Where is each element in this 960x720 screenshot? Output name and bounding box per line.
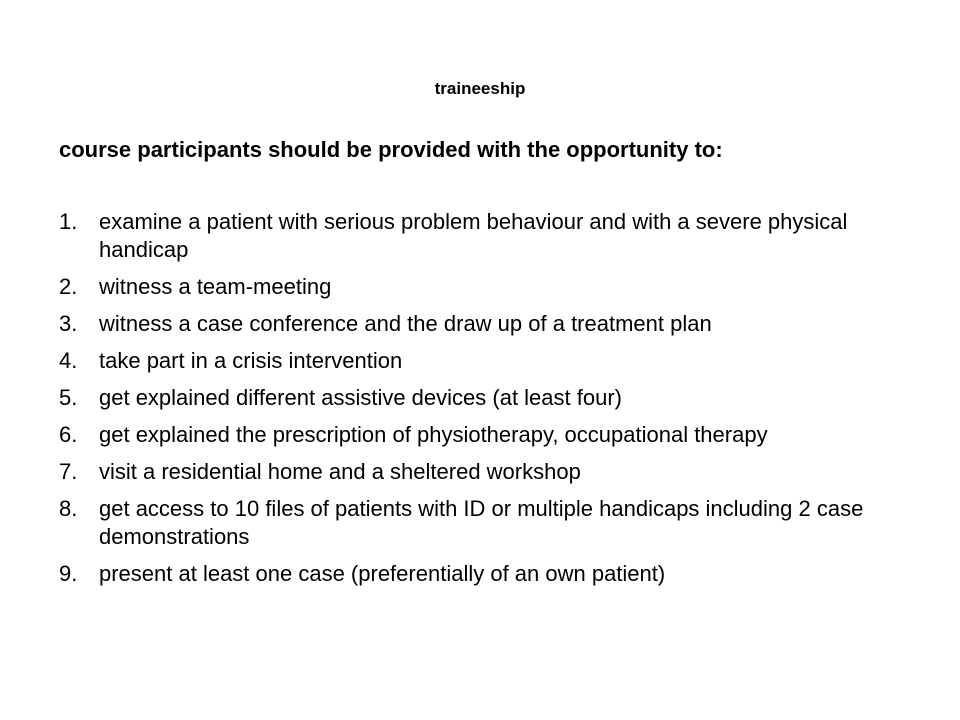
list-item-text: get explained different assistive devices (at least four)	[99, 385, 622, 410]
list-item	[59, 458, 919, 486]
slide-heading: course participants should be provided with the opportunity to:	[59, 137, 723, 162]
list-item-text: examine a patient with serious problem behaviour and with a severe physical handicap	[99, 209, 848, 262]
list-item	[59, 310, 919, 338]
list-item-number: 7.	[59, 459, 78, 484]
list-item-text: visit a residential home and a sheltered workshop	[99, 459, 581, 484]
list-item	[59, 495, 919, 551]
list-item-text: witness a team-meeting	[99, 274, 332, 299]
list-item-number: 8.	[59, 496, 78, 521]
list-item-number: 9.	[59, 561, 78, 586]
list-item-text: witness a case conference and the draw up of a treatment plan	[99, 311, 712, 336]
list-item	[59, 208, 919, 264]
list-item-text: present at least one case (preferentially of an own patient)	[99, 561, 666, 586]
list-item-number: 1.	[59, 209, 78, 234]
list-item	[59, 384, 919, 412]
list-item	[59, 560, 919, 588]
list-item	[59, 273, 919, 301]
list-item-text: get access to 10 files of patients with ID or multiple handicaps including 2 case demonstrations	[99, 496, 864, 549]
list-item	[59, 421, 919, 449]
list-item-text: take part in a crisis intervention	[99, 348, 403, 373]
list-item-number: 4.	[59, 348, 78, 373]
list-item	[59, 347, 919, 375]
list-item-text: get explained the prescription of physiotherapy, occupational therapy	[99, 422, 768, 447]
list-item-number: 2.	[59, 274, 78, 299]
list-item-number: 6.	[59, 422, 78, 447]
list-item-number: 5.	[59, 385, 78, 410]
requirements-list	[59, 208, 919, 597]
list-item-number: 3.	[59, 311, 78, 336]
slide-title: traineeship	[434, 79, 526, 98]
